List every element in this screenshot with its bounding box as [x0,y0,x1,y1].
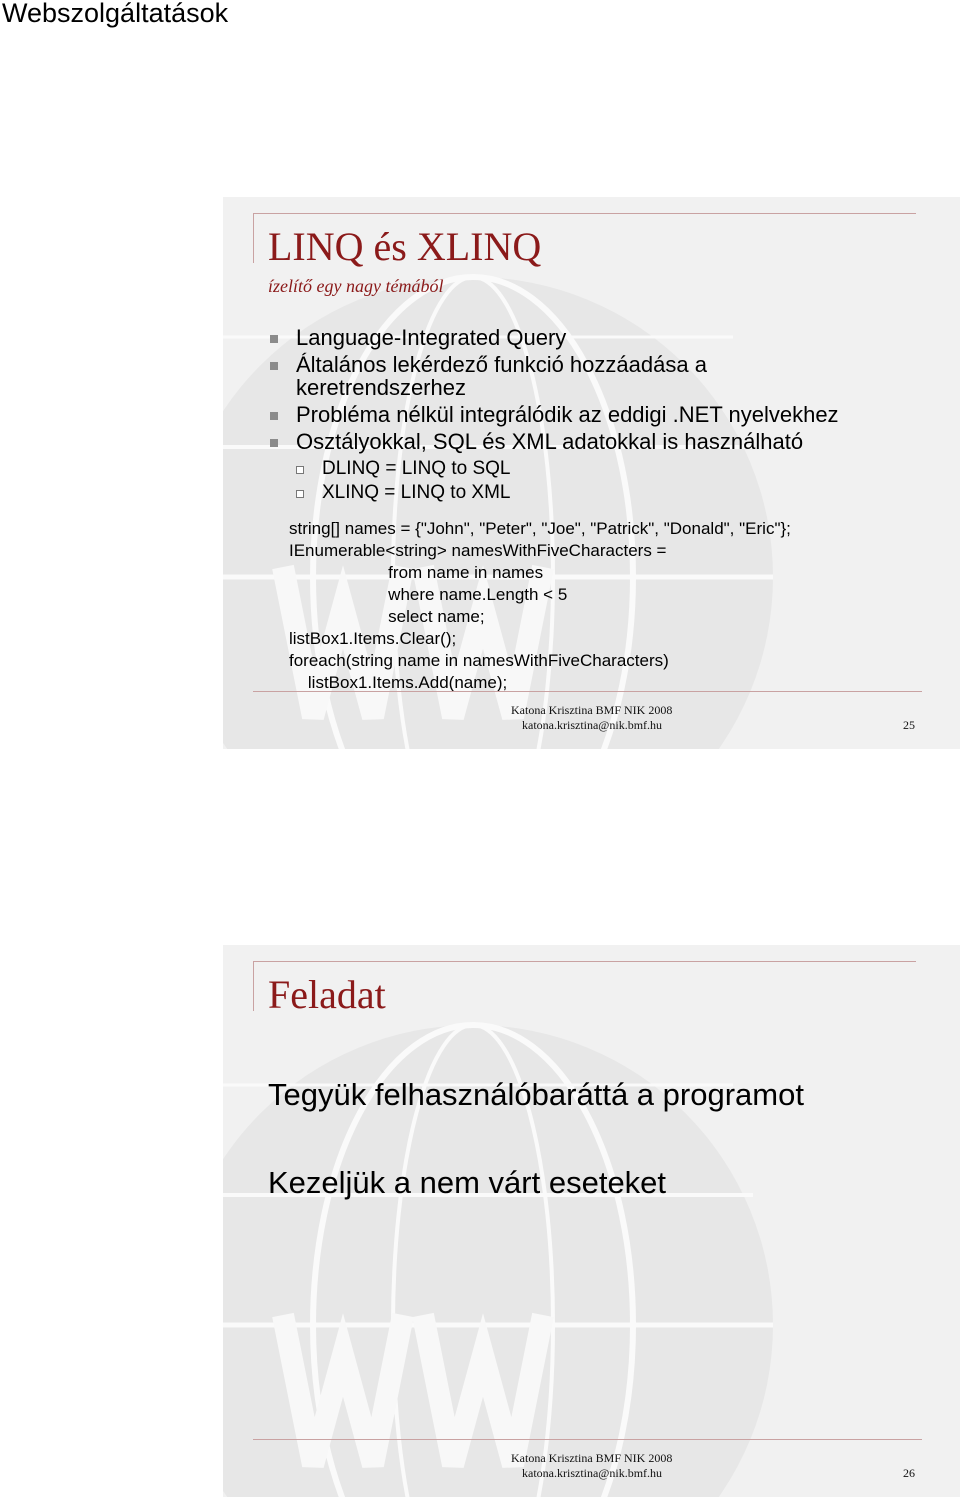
slide-26 [223,945,960,1497]
slide-text-line: Kezeljük a nem várt eseteket [268,1165,667,1200]
code-line: where name.Length < 5 [289,585,568,604]
bullet-item: Language-Integrated Query [268,326,908,349]
code-line: select name; [289,607,485,626]
slide-25 [223,197,960,749]
footer-email: katona.krisztina@nik.bmf.hu [522,718,663,732]
frame-bottom-line [253,691,922,692]
code-line: string[] names = {"John", "Peter", "Joe", "Patrick", "Donald", "Eric"}; [289,519,791,538]
bullet-item: Általános lekérdező funkció hozzáadása a keretrendszerhez [268,353,908,399]
code-block [289,518,791,694]
frame-top-line [253,213,916,214]
footer-email: katona.krisztina@nik.bmf.hu [522,1466,663,1480]
slide-title: LINQ és XLINQ [268,224,542,269]
page-number: 26 [903,1466,915,1480]
hollow-square-bullet-icon [296,466,304,474]
square-bullet-icon [270,439,278,447]
square-bullet-icon [270,412,278,420]
square-bullet-icon [270,362,278,370]
hollow-square-bullet-icon [296,490,304,498]
code-line: foreach(string name in namesWithFiveCharacters) [289,651,669,670]
sub-bullet-item: DLINQ = LINQ to SQL [268,457,908,481]
slide-title: Feladat [268,972,386,1017]
code-line: from name in names [289,563,544,582]
slide-text-line: Tegyük felhasználóbaráttá a programot [268,1077,804,1112]
code-line: IEnumerable<string> namesWithFiveCharacters = [289,541,667,560]
bullet-item: Osztályokkal, SQL és XML adatokkal is használható [268,430,908,453]
frame-bottom-line [253,1439,922,1440]
frame-top-line [253,961,916,962]
footer-author: Katona Krisztina BMF NIK 2008 [511,1451,673,1465]
frame-left-line [253,961,254,1011]
bullet-list [268,326,908,505]
footer-author: Katona Krisztina BMF NIK 2008 [511,703,673,717]
bullet-item: Probléma nélkül integrálódik az eddigi .NET nyelvekhez [268,403,908,426]
code-line: listBox1.Items.Clear(); [289,629,457,648]
code-line: listBox1.Items.Add(name); [289,673,508,692]
globe-watermark [223,945,960,1497]
slide-subtitle: ízelítő egy nagy témából [268,276,444,296]
page-header: Webszolgáltatások [2,0,229,28]
square-bullet-icon [270,335,278,343]
frame-left-line [253,213,254,263]
sub-bullet-item: XLINQ = LINQ to XML [268,481,908,505]
page-number: 25 [903,718,915,732]
